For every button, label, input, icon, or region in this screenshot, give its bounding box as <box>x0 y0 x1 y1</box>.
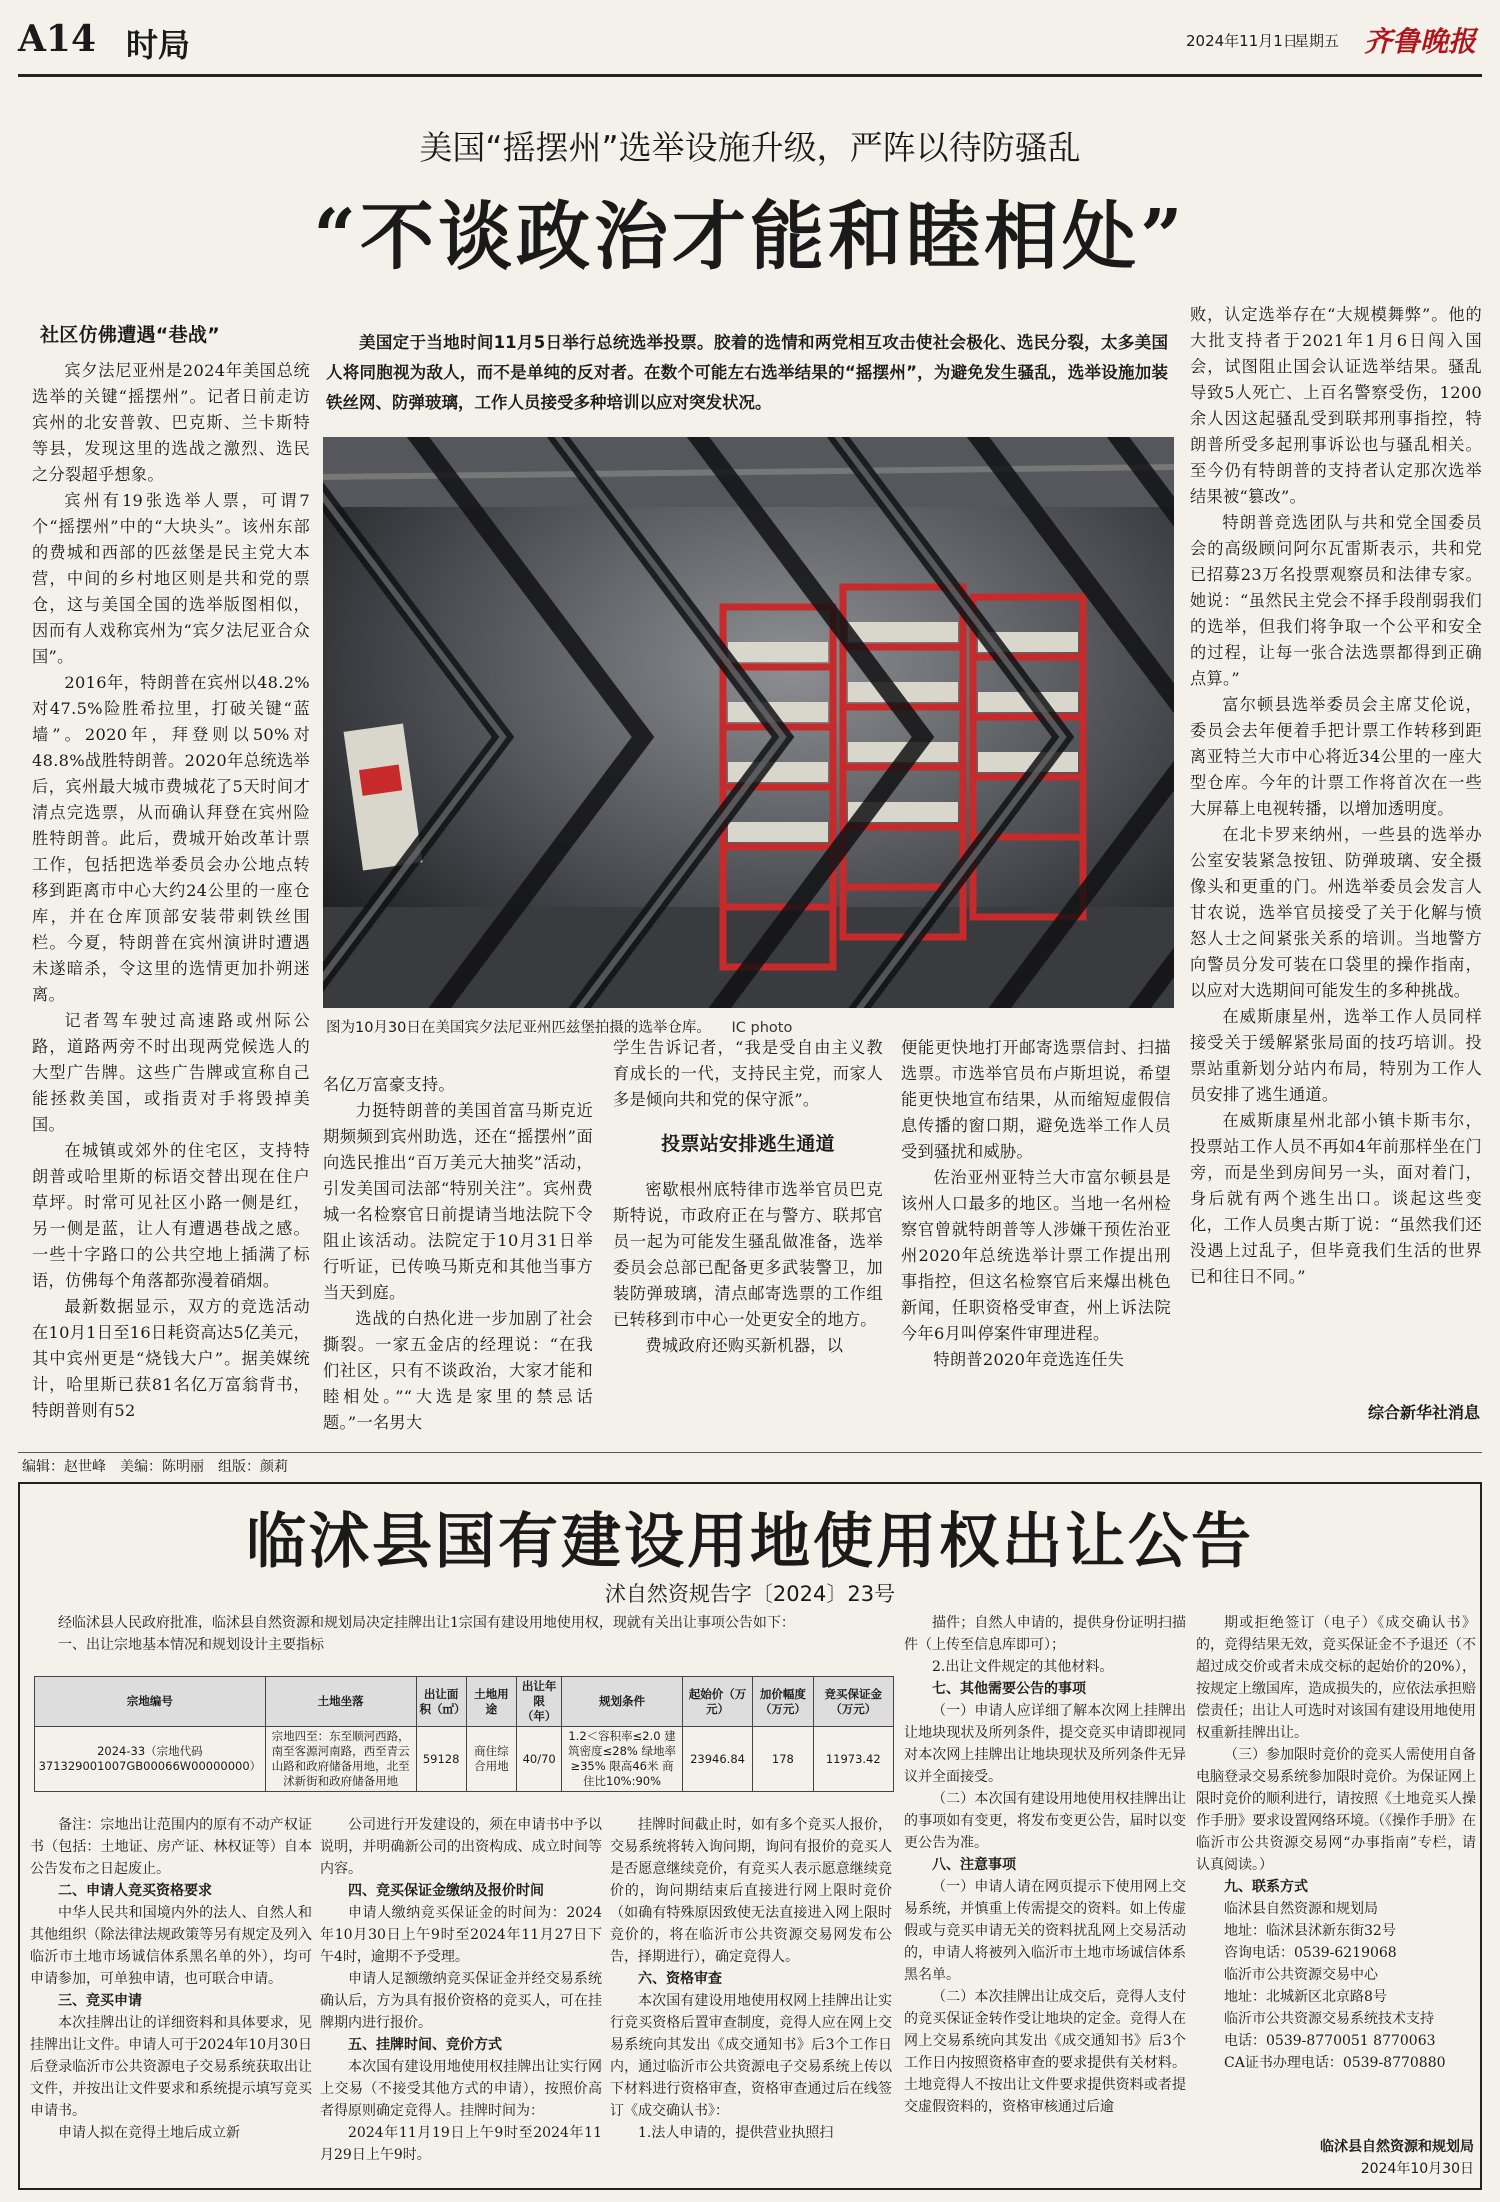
notice-paragraph: 1.法人申请的，提供营业执照扫 <box>638 2125 834 2141</box>
article-source: 综合新华社消息 <box>1367 1403 1480 1422</box>
parcel-table <box>34 1676 894 1792</box>
notice-signoff <box>1196 2136 1474 2180</box>
table-cell: 1.2＜容积率≤2.0 建筑密度≤28% 绿地率≥35% 限高46米 商住比10%:90% <box>562 1727 683 1792</box>
col2-paragraph: 选战的白热化进一步加剧了社会撕裂。一家五金店的经理说：“在我们社区，只有不谈政治，大家才能和睦相处。”“大选是家里的禁忌话题。”一名男大 <box>323 1309 593 1432</box>
col1-paragraph: 在城镇或郊外的住宅区，支持特朗普或哈里斯的标语交替出现在住户草坪。时常可见社区小路一侧是红，另一侧是蓝，让人有遭遇巷战之感。一些十字路口的公共空地上插满了标语，仿佛每个角落都弥漫着硝烟。 <box>32 1141 310 1290</box>
col3-paragraph: 密歇根州底特律市选举官员巴克斯特说，市政府正在与警方、联邦官员一起为可能发生骚乱做准备，选举委员会总部已配备更多武装警卫，加装防弹玻璃，清点邮寄选票的工作组已转移到市中心一处更安全的地方。 <box>613 1180 883 1329</box>
notice-section-heading: 九、联系方式 <box>1224 1879 1308 1895</box>
table-header-cell: 宗地编号 <box>35 1677 266 1727</box>
table-header-cell: 规划条件 <box>562 1677 683 1727</box>
table-cell: 40/70 <box>517 1727 562 1792</box>
notice-paragraph: 备注：宗地出让范围内的原有不动产权证书（包括：土地证、房产证、林权证等）自本公告发布之日起废止。 <box>30 1817 312 1877</box>
notice-paragraph: （一）申请人应详细了解本次网上挂牌出让地块现状及所列条件，提交竞买申请即视同对本次网上挂牌出让地块现状及所列条件无异议并全面接受。 <box>904 1703 1186 1785</box>
warehouse-photo-icon <box>323 437 1174 1008</box>
col5-paragraph: 富尔顿县选举委员会主席艾伦说，委员会去年便着手把计票工作转移到距离亚特兰大市中心将近34公里的一座大型仓库。今年的计票工作将首次在一些大屏幕上电视转播，以增加透明度。 <box>1190 695 1482 818</box>
notice-paragraph: 本次国有建设用地使用权网上挂牌出让实行竞买资格后置审查制度，竞得人应在网上交易系统向其发出《成交通知书》后3个工作日内，通过临沂市公共资源电子交易系统上传以下材料进行资格审查，资格审查通过后在线签订《成交确认书》： <box>610 1993 892 2119</box>
article-column-2 <box>323 1072 593 1432</box>
col1-subhead: 社区仿佛遭遇“巷战” <box>40 324 220 346</box>
notice-section-heading: 七、其他需要公告的事项 <box>932 1681 1086 1697</box>
col1-paragraph: 最新数据显示，双方的竞选活动在10月1日至16日耗资高达5亿美元，其中宾州更是“烧钱大户”。据美媒统计，哈里斯已获81名亿万富翁背书，特朗普则有52 <box>32 1297 310 1420</box>
notice-paragraph: 咨询电话：0539-6219068 <box>1224 1945 1397 1961</box>
article-column-1 <box>32 322 310 1432</box>
section-name: 时局 <box>126 26 191 64</box>
col2-continued: 名亿万富豪支持。 <box>323 1075 455 1094</box>
notice-paragraph: 地址：临沭县沭新东街32号 <box>1224 1923 1396 1939</box>
notice-section-heading: 八、注意事项 <box>932 1857 1016 1873</box>
table-header-cell: 土地用途 <box>466 1677 516 1727</box>
col4-continued: 便能更快地打开邮寄选票信封、扫描选票。市选举官员布卢斯坦说，希望能更快地宣布结果，从而缩短虚假信息传播的窗口期，避免选举工作人员受到骚扰和威胁。 <box>901 1038 1171 1161</box>
notice-paragraph: 本次挂牌出让的详细资料和具体要求，见挂牌出让文件。申请人可于2024年10月30日后登录临沂市公共资源电子交易系统获取出让文件，并按出让文件要求和系统提示填写竞买申请书。 <box>30 2015 312 2119</box>
col1-paragraph: 2016年，特朗普在宾州以48.2%对47.5%险胜希拉里，打破关键“蓝墙”。2020年，拜登则以50%对48.8%战胜特朗普。2020年总统选举后，宾州最大城市费城花了5天时间才清点完选票，从而确认拜登在宾州险胜特朗普。此后，费城开始改革计票工作，包括把选举委员会办公地点转移到距离市中心大约24公里的一座仓库，并在仓库顶部安装带刺铁丝围栏。今夏，特朗普在宾州演讲时遭遇未遂暗杀，令这里的选情更加扑朔迷离。 <box>32 673 310 1004</box>
parcel-table-header <box>35 1677 894 1727</box>
table-cell: 23946.84 <box>682 1727 752 1792</box>
notice-paragraph: （二）本次挂牌出让成交后，竞得人支付的竞买保证金转作受让地块的定金。竞得人在网上交易系统向其发出《成交通知书》后3个工作日内按照资格审查的要求提供有关材料。土地竞得人不按出让文件要求提供资料或者提交虚假资料的，资格审核通过后逾 <box>904 1989 1186 2115</box>
notice-paragraph: 地址：北城新区北京路8号 <box>1224 1989 1387 2005</box>
notice-column-1 <box>30 1814 312 2184</box>
notice-section-heading: 六、资格审查 <box>638 1971 722 1987</box>
col4-paragraph: 特朗普2020年竞选连任失 <box>933 1350 1125 1369</box>
notice-paragraph: 期或拒绝签订（电子）《成交确认书》的，竞得结果无效，竞买保证金不予退还（不超过成交价或者未成交标的起始价的20%），按规定上缴国库，造成损失的，应依法承担赔偿责任；出让人可选时对该国有建设用地使用权重新挂牌出让。 <box>1196 1615 1476 1741</box>
table-header-cell: 土地坐落 <box>265 1677 416 1727</box>
table-cell: 宗地四至：东至顺河西路，南至客源河南路，西至青云山路和政府储备用地，北至沭新街和政府储备用地 <box>265 1727 416 1792</box>
notice-paragraph: 申请人足额缴纳竞买保证金并经交易系统确认后，方为具有报价资格的竞买人，可在挂牌期内进行报价。 <box>320 1971 602 2031</box>
notice-paragraph: 中华人民共和国境内外的法人、自然人和其他组织（除法律法规政策等另有规定及列入临沂市土地市场诚信体系黑名单的外），均可申请参加，可单独申请，也可联合申请。 <box>30 1905 312 1987</box>
table-cell: 59128 <box>416 1727 466 1792</box>
notice-number: 沭自然资规告字〔2024〕23号 <box>604 1582 896 1606</box>
table-cell: 178 <box>753 1727 813 1792</box>
notice-intro-text: 经临沭县人民政府批准，临沭县自然资源和规划局决定挂牌出让1宗国有建设用地使用权，现就有关出让事项公告如下： <box>58 1615 795 1631</box>
col4-paragraph: 佐治亚州亚特兰大市富尔顿县是该州人口最多的地区。当地一名州检察官曾就特朗普等人涉嫌干预佐治亚州2020年总统选举计票工作提出刑事指控，但这名检察官后来爆出桃色新闻，任职资格受审查，州上诉法院今年6月叫停案件审理进程。 <box>901 1168 1171 1343</box>
notice-paragraph: （一）申请人请在网页提示下使用网上交易系统，并慎重上传需提交的资料。如上传虚假或与竞买申请无关的资料扰乱网上交易活动的，申请人将被列入临沂市土地市场诚信体系黑名单。 <box>904 1879 1186 1983</box>
notice-section1: 一、出让宗地基本情况和规划设计主要指标 <box>58 1637 324 1653</box>
notice-column-5 <box>1196 1612 1476 2132</box>
notice-paragraph: 描件；自然人申请的，提供身份证明扫描件（上传至信息库即可）； <box>904 1615 1186 1653</box>
col5-paragraph: 在威斯康星州，选举工作人员同样接受关于缓解紧张局面的技巧培训。投票站重新划分站内布局，特别为工作人员安排了逃生通道。 <box>1190 1007 1482 1104</box>
notice-section-heading: 二、申请人竞买资格要求 <box>58 1883 212 1899</box>
notice-column-3 <box>610 1814 892 2184</box>
notice-paragraph: （二）本次国有建设用地使用权挂牌出让的事项如有变更，将发布变更公告，届时以变更公告为准。 <box>904 1791 1186 1851</box>
table-cell: 商住综合用地 <box>466 1727 516 1792</box>
credits-rule <box>18 1452 1482 1453</box>
notice-column-2 <box>320 1814 602 2184</box>
col3-body <box>613 1177 883 1359</box>
col5-body <box>1190 510 1482 1290</box>
table-row <box>35 1727 894 1792</box>
photo-caption <box>326 1016 1172 1037</box>
notice-paragraph: 临沂市公共资源交易系统技术支持 <box>1224 2011 1434 2027</box>
article-column-5 <box>1190 302 1482 1402</box>
col4-body <box>901 1165 1171 1373</box>
table-header-cell: 加价幅度（万元） <box>753 1677 813 1727</box>
table-cell: 2024-33（宗地代码371329001007GB00066W00000000） <box>35 1727 266 1792</box>
notice-column-4 <box>904 1612 1186 2184</box>
col1-body <box>32 358 310 1424</box>
col1-paragraph: 宾夕法尼亚州是2024年美国总统选举的关键“摇摆州”。记者日前走访宾州的北安普敦、巴克斯、兰卡斯特等县，发现这里的选战之激烈、选民之分裂超乎想象。 <box>32 361 310 484</box>
article-photo <box>323 437 1174 1008</box>
notice-paragraph: 申请人缴纳竞买保证金的时间为：2024年10月30日上午9时至2024年11月27日下午4时，逾期不予受理。 <box>320 1905 602 1965</box>
notice-section-heading: 三、竞买申请 <box>58 1993 142 2009</box>
notice-paragraph: 2024年11月19日上午9时至2024年11月29日上午9时。 <box>320 2125 602 2163</box>
table-header-cell: 起始价（万元） <box>682 1677 752 1727</box>
col3-subhead: 投票站安排逃生通道 <box>661 1133 835 1155</box>
notice-title: 临沭县国有建设用地使用权出让公告 <box>246 1507 1254 1577</box>
table-header-cell: 竞买保证金（万元） <box>813 1677 893 1727</box>
issue-date: 2024年11月1日 <box>1186 32 1298 50</box>
notice-paragraph: 电话：0539-8770051 8770063 <box>1224 2033 1436 2049</box>
col3-paragraph: 费城政府还购买新机器，以 <box>645 1336 844 1355</box>
notice-paragraph: 申请人拟在竞得土地后成立新 <box>58 2125 240 2141</box>
notice-intro <box>30 1612 894 1656</box>
notice-paragraph: 本次国有建设用地使用权挂牌出让实行网上交易（不接受其他方式的申请），按照价高者得原则确定竞得人。挂牌时间为： <box>320 2059 602 2119</box>
notice-section-heading: 五、挂牌时间、竞价方式 <box>348 2037 502 2053</box>
article-headline: “不谈政治才能和睦相处” <box>313 194 1187 280</box>
photo-credit: IC photo <box>731 1020 793 1036</box>
notice-paragraph: 临沭县自然资源和规划局 <box>1224 1901 1378 1917</box>
header-rule <box>18 74 1482 77</box>
issue-weekday: 星期五 <box>1294 32 1340 50</box>
notice-paragraph: 挂牌时间截止时，如有多个竞买人报价，交易系统将转入询问期，询问有报价的竞买人是否愿意继续竞价，有竞买人表示愿意继续竞价的，询问期结束后直接进行网上限时竞价（如确有特殊原因致使无法直接进入网上限时竞价的，将在临沂市公共资源交易网发布公告，择期进行），确定竞得人。 <box>610 1817 892 1965</box>
col5-paragraph: 特朗普竞选团队与共和党全国委员会的高级顾问阿尔瓦雷斯表示，共和党已招募23万名投票观察员和法律专家。她说：“虽然民主党会不择手段削弱我们的选举，但我们将争取一个公平和安全的过程，让每一张合法选票都得到正确点算。” <box>1190 513 1482 688</box>
notice-paragraph: 临沂市公共资源交易中心 <box>1224 1967 1378 1983</box>
article-column-4 <box>901 1035 1171 1432</box>
article-kicker: 美国“摇摆州”选举设施升级，严阵以待防骚乱 <box>419 128 1081 167</box>
table-header-cell: 出让面积（㎡） <box>416 1677 466 1727</box>
notice-signoff-org: 临沭县自然资源和规划局 <box>1320 2139 1474 2155</box>
editor-credits: 编辑：赵世峰 美编：陈明丽 组版：颜莉 <box>22 1459 288 1475</box>
parcel-table-grid <box>34 1676 894 1792</box>
page-number: A14 <box>18 18 97 60</box>
col5-paragraph: 在威斯康星州北部小镇卡斯韦尔，投票站工作人员不再如4年前那样坐在门旁，而是坐到房间另一头，面对着门，身后就有两个逃生出口。谈起这些变化，工作人员奥古斯丁说：“虽然我们还没遇上过乱子，但毕竟我们生活的世界已和往日不同。” <box>1190 1111 1482 1286</box>
col1-paragraph: 记者驾车驶过高速路或州际公路，道路两旁不时出现两党候选人的大型广告牌。这些广告牌或宣称自己能拯救美国，或指责对手将毁掉美国。 <box>32 1011 310 1134</box>
col5-continued: 败，认定选举存在“大规模舞弊”。他的大批支持者于2021年1月6日闯入国会，试图阻止国会认证选举结果。骚乱导致5人死亡、上百名警察受伤，1200余人因这起骚乱受到联邦刑事指控，特朗普所受多起刑事诉讼也与骚乱相关。至今仍有特朗普的支持者认定那次选举结果被“篡改”。 <box>1190 305 1482 506</box>
table-cell: 11973.42 <box>813 1727 893 1792</box>
table-header-cell: 出让年限（年） <box>517 1677 562 1727</box>
article-column-3 <box>613 1035 883 1432</box>
col2-body <box>323 1098 593 1432</box>
photo-caption-text: 图为10月30日在美国宾夕法尼亚州匹兹堡拍摄的选举仓库。 <box>326 1020 711 1036</box>
page-header <box>18 14 1482 72</box>
col3-continued: 学生告诉记者，“我是受自由主义教育成长的一代，支持民主党，而家人多是倾向共和党的保守派”。 <box>613 1038 883 1109</box>
col2-paragraph: 力挺特朗普的美国首富马斯克近期频频到宾州助选，还在“摇摆州”面向选民推出“百万美元大抽奖”活动，引发美国司法部“特别关注”。宾州费城一名检察官日前提请当地法院下令阻止该活动。法院定于10月31日举行听证，已传唤马斯克和其他当事方当天到庭。 <box>323 1101 593 1302</box>
notice-signoff-date: 2024年10月30日 <box>1360 2161 1474 2177</box>
masthead-logo: 齐鲁晚报 <box>1364 25 1477 58</box>
notice-section-heading: 四、竞买保证金缴纳及报价时间 <box>348 1883 544 1899</box>
col5-paragraph: 在北卡罗来纳州，一些县的选举办公室安装紧急按钮、防弹玻璃、安全摄像头和更重的门。州选举委员会发言人甘农说，选举官员接受了关于化解与愤怒人士之间紧张关系的培训。当地警方向警员分发可装在口袋里的操作指南，以应对大选期间可能发生的多种挑战。 <box>1190 825 1482 1000</box>
article-lead: 美国定于当地时间11月5日举行总统选举投票。胶着的选情和两党相互攻击使社会极化、选民分裂，太多美国人将同胞视为敌人，而不是单纯的反对者。在数个可能左右选举结果的“摇摆州”，为避免发生骚乱，选举设施加装铁丝网、防弹玻璃，工作人员接受多种培训以应对突发状况。 <box>326 333 1168 412</box>
notice-paragraph: 公司进行开发建设的，须在申请书中予以说明，并明确新公司的出资构成、成立时间等内容。 <box>320 1817 602 1877</box>
notice-paragraph: （三）参加限时竞价的竞买人需使用自备电脑登录交易系统参加限时竞价。为保证网上限时竞价的顺利进行，请按照《土地竞买人操作手册》要求设置网络环境。（《操作手册》在临沂市公共资源交易网“办事指南”专栏，请认真阅读。） <box>1196 1747 1476 1873</box>
col1-paragraph: 宾州有19张选举人票，可谓7个“摇摆州”中的“大块头”。该州东部的费城和西部的匹兹堡是民主党大本营，中间的乡村地区则是共和党的票仓，这与美国全国的选举版图相似，因而有人戏称宾州为“宾夕法尼亚合众国”。 <box>32 491 310 666</box>
notice-paragraph: 2.出让文件规定的其他材料。 <box>932 1659 1114 1675</box>
notice-paragraph: CA证书办理电话：0539-8770880 <box>1224 2055 1446 2071</box>
